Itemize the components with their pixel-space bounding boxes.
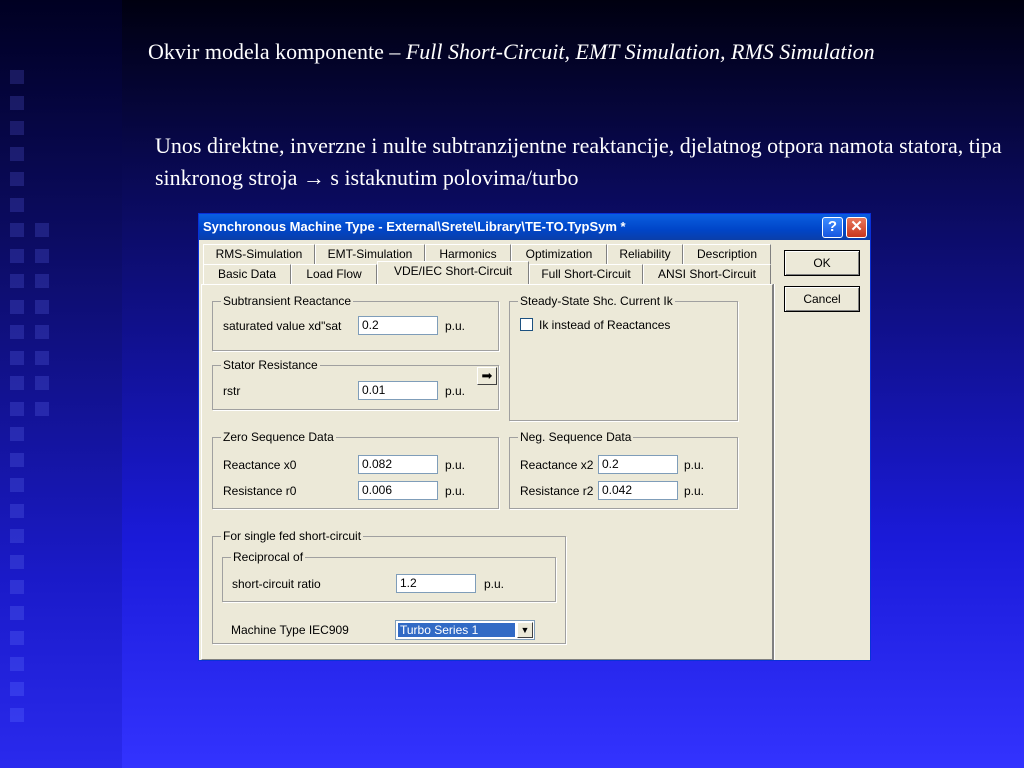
stator-resistance-group [212, 358, 499, 410]
decorative-square [35, 376, 49, 390]
dialog-title: Synchronous Machine Type - External\Srete\Library\TE-TO.TypSym * [203, 219, 626, 234]
tab-harmonics[interactable]: Harmonics [425, 244, 511, 264]
chevron-down-icon[interactable]: ▼ [517, 622, 533, 638]
decorative-square [10, 555, 24, 569]
rstr-label: rstr [223, 384, 241, 398]
steady-state-group [509, 294, 738, 421]
decorative-square [10, 402, 24, 416]
tab-emt-simulation[interactable]: EMT-Simulation [315, 244, 425, 264]
unit-label: p.u. [445, 484, 466, 498]
decorative-square [10, 249, 24, 263]
group-title: Subtransient Reactance [223, 294, 352, 308]
rstr-input[interactable]: 0.01 [358, 381, 438, 400]
decorative-square [10, 606, 24, 620]
group-title: Zero Sequence Data [223, 430, 334, 444]
decorative-square [35, 249, 49, 263]
cancel-button[interactable]: Cancel [784, 286, 860, 312]
decorative-square [10, 631, 24, 645]
decorative-square [10, 223, 24, 237]
decorative-square [10, 70, 24, 84]
slide-title [148, 36, 1008, 68]
reciprocal-group [222, 550, 556, 602]
decorative-square [10, 376, 24, 390]
tab-reliability[interactable]: Reliability [607, 244, 683, 264]
tab-full-short-circuit[interactable]: Full Short-Circuit [529, 264, 643, 284]
decorative-square [35, 325, 49, 339]
decorative-square [35, 402, 49, 416]
decorative-square [10, 300, 24, 314]
decorative-square [10, 172, 24, 186]
subtransient-reactance-group [212, 294, 499, 351]
unit-label: p.u. [445, 319, 466, 333]
single-fed-group [212, 529, 566, 644]
decorative-square [10, 198, 24, 212]
decorative-square [10, 325, 24, 339]
decorative-square [35, 351, 49, 365]
tab-basic-data[interactable]: Basic Data [203, 264, 291, 284]
x0-label: Reactance x0 [223, 458, 297, 472]
zero-sequence-group [212, 430, 499, 509]
decorative-square [10, 427, 24, 441]
decorative-square [10, 504, 24, 518]
tab-panel [201, 284, 773, 660]
machine-type-select[interactable] [395, 620, 535, 640]
arrow-right-icon[interactable]: ➡ [477, 367, 497, 385]
sc-ratio-input[interactable]: 1.2 [396, 574, 476, 593]
tab-load-flow[interactable]: Load Flow [291, 264, 377, 284]
group-title: For single fed short-circuit [223, 529, 362, 543]
decorative-square [10, 682, 24, 696]
decorative-square [10, 580, 24, 594]
decorative-square [35, 274, 49, 288]
close-button[interactable]: ✕ [846, 217, 867, 238]
unit-label: p.u. [484, 577, 505, 591]
slide-body-text: Unos direktne, inverzne i nulte subtranzijentne reaktancije, djelatnog otpora namota statora, tipa sinkronog stroja → s istaknutim polovima/turbo [155, 133, 1002, 190]
ik-instead-label: Ik instead of Reactances [539, 318, 671, 332]
tab-vde-iec-short-circuit[interactable]: VDE/IEC Short-Circuit [377, 261, 529, 284]
decorative-square [10, 478, 24, 492]
xdsat-input[interactable]: 0.2 [358, 316, 438, 335]
decorative-square [10, 121, 24, 135]
x2-input[interactable]: 0.2 [598, 455, 678, 474]
unit-label: p.u. [445, 458, 466, 472]
unit-label: p.u. [445, 384, 466, 398]
group-title: Stator Resistance [223, 358, 318, 372]
tab-description[interactable]: Description [683, 244, 771, 264]
r2-input[interactable]: 0.042 [598, 481, 678, 500]
decorative-square [35, 223, 49, 237]
neg-sequence-group [509, 430, 738, 509]
decorative-square [10, 453, 24, 467]
xdsat-label: saturated value xd"sat [223, 319, 342, 333]
decorative-square [10, 147, 24, 161]
ok-button[interactable]: OK [784, 250, 860, 276]
decorative-square [10, 274, 24, 288]
decorative-left-strip [0, 0, 122, 768]
unit-label: p.u. [684, 458, 705, 472]
r2-label: Resistance r2 [520, 484, 594, 498]
decorative-square [10, 708, 24, 722]
r0-label: Resistance r0 [223, 484, 297, 498]
machine-type-label: Machine Type IEC909 [231, 623, 349, 637]
sc-ratio-label: short-circuit ratio [232, 577, 321, 591]
group-title: Reciprocal of [233, 550, 304, 564]
group-title: Steady-State Shc. Current Ik [520, 294, 673, 308]
slide-title-italic: Full Short-Circuit, EMT Simulation, RMS Simulation [405, 39, 875, 64]
synchronous-machine-type-dialog [198, 213, 871, 661]
dialog-titlebar[interactable] [199, 214, 870, 240]
decorative-square [10, 657, 24, 671]
r0-input[interactable]: 0.006 [358, 481, 438, 500]
tab-optimization[interactable]: Optimization [511, 244, 607, 264]
slide-title-plain: Okvir modela komponente – [148, 39, 406, 64]
tab-rms-simulation[interactable]: RMS-Simulation [203, 244, 315, 264]
machine-type-value: Turbo Series 1 [398, 623, 515, 637]
decorative-square [10, 351, 24, 365]
unit-label: p.u. [684, 484, 705, 498]
tab-row-2 [203, 264, 773, 284]
decorative-square [10, 96, 24, 110]
help-button[interactable]: ? [822, 217, 843, 238]
decorative-square [10, 529, 24, 543]
decorative-square [35, 300, 49, 314]
x2-label: Reactance x2 [520, 458, 594, 472]
separator [773, 284, 775, 660]
x0-input[interactable]: 0.082 [358, 455, 438, 474]
ik-instead-checkbox[interactable] [520, 318, 533, 331]
group-title: Neg. Sequence Data [520, 430, 632, 444]
tab-ansi-short-circuit[interactable]: ANSI Short-Circuit [643, 264, 771, 284]
